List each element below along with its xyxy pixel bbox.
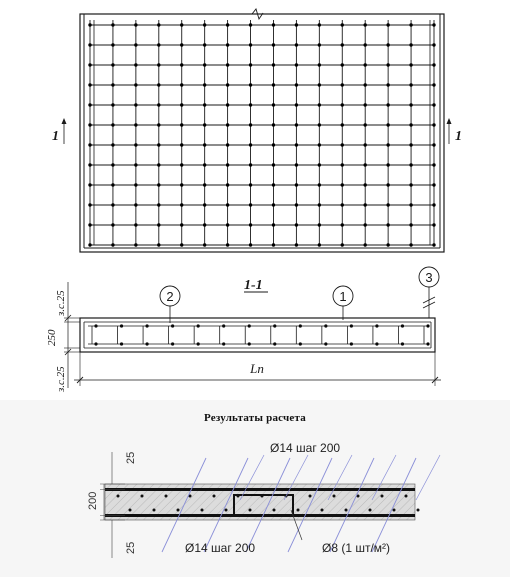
rebar-node	[134, 123, 137, 126]
rebar-node	[111, 43, 114, 46]
rebar-node	[88, 123, 91, 126]
rebar-node	[432, 143, 435, 146]
rebar-node	[364, 43, 367, 46]
rebar-node	[272, 83, 275, 86]
rebar-node	[88, 183, 91, 186]
rebar-node	[203, 203, 206, 206]
rebar-node	[249, 163, 252, 166]
rebar-dot-bottom	[153, 509, 156, 512]
rebar-node	[318, 143, 321, 146]
rebar-node	[111, 183, 114, 186]
support-label: Ø8 (1 шт/м²)	[322, 541, 391, 555]
rebar-node	[203, 83, 206, 86]
rebar-node	[226, 243, 229, 246]
rebar-node	[341, 43, 344, 46]
rebar-node	[272, 123, 275, 126]
section-rebars	[88, 324, 430, 345]
rebar-node	[386, 63, 389, 66]
rebar-node	[364, 63, 367, 66]
rebar-node	[88, 203, 91, 206]
rebar-node	[134, 63, 137, 66]
rebar-node	[318, 63, 321, 66]
rebar-node	[249, 83, 252, 86]
rebar-node	[111, 143, 114, 146]
rebar-node	[203, 223, 206, 226]
rebar-node	[203, 143, 206, 146]
section-1-1	[46, 267, 441, 393]
rebar-node	[386, 123, 389, 126]
rebar-node	[134, 103, 137, 106]
section-marker-left	[52, 118, 67, 144]
rebar-grid	[90, 20, 434, 245]
rebar-node	[409, 243, 412, 246]
rebar-node	[88, 83, 91, 86]
rebar-node	[226, 203, 229, 206]
slab-plan	[52, 9, 462, 252]
rebar-node	[249, 43, 252, 46]
rebar-node	[386, 83, 389, 86]
rebar-node	[226, 103, 229, 106]
rebar-node	[318, 43, 321, 46]
rebar-node	[180, 143, 183, 146]
rebar-node	[180, 43, 183, 46]
rebar-node	[341, 223, 344, 226]
bottom-rebar-line	[105, 514, 415, 517]
rebar-node	[409, 163, 412, 166]
section-slab-outline	[80, 318, 435, 352]
rebar-node	[318, 183, 321, 186]
rebar-node	[180, 123, 183, 126]
rebar-node	[341, 123, 344, 126]
section-marker-right-label: 1	[455, 129, 462, 144]
rebar-node	[409, 223, 412, 226]
rebar-node	[341, 83, 344, 86]
rebar-node	[364, 243, 367, 246]
rebar-node	[409, 203, 412, 206]
section-marker-right	[447, 118, 463, 144]
rebar-node	[409, 83, 412, 86]
rebar-node	[134, 43, 137, 46]
rebar-node	[111, 163, 114, 166]
rebar-node	[157, 103, 160, 106]
bottom-cover-label: з.с.25	[55, 366, 67, 392]
results-height-label: 200	[87, 491, 99, 510]
rebar-node	[272, 143, 275, 146]
rebar-node	[226, 143, 229, 146]
results-title: Результаты расчета	[204, 412, 306, 424]
rebar-node	[180, 183, 183, 186]
rebar-node	[88, 163, 91, 166]
rebar-node	[180, 23, 183, 26]
rebar-node	[226, 43, 229, 46]
rebar-node	[272, 243, 275, 246]
rebar-node	[203, 243, 206, 246]
rebar-node	[249, 223, 252, 226]
rebar-node	[203, 63, 206, 66]
rebar-node	[386, 43, 389, 46]
rebar-node	[180, 243, 183, 246]
rebar-node	[386, 163, 389, 166]
rebar-node	[88, 23, 91, 26]
rebar-node	[295, 123, 298, 126]
rebar-node	[432, 43, 435, 46]
rebar-node	[318, 223, 321, 226]
rebar-dot-top	[381, 495, 384, 498]
rebar-node	[111, 123, 114, 126]
rebar-node	[341, 163, 344, 166]
rebar-node	[409, 63, 412, 66]
rebar-node	[157, 243, 160, 246]
rebar-node	[249, 103, 252, 106]
results-top-cover-label: 25	[125, 451, 137, 464]
rebar-node	[134, 23, 137, 26]
rebar-node	[272, 183, 275, 186]
thickness-label: 250	[46, 329, 58, 346]
rebar-dot-bottom	[417, 509, 420, 512]
rebar-node	[432, 203, 435, 206]
rebar-node	[226, 163, 229, 166]
rebar-node	[111, 63, 114, 66]
rebar-node	[157, 63, 160, 66]
rebar-node	[341, 243, 344, 246]
rebar-node	[295, 83, 298, 86]
rebar-node	[432, 163, 435, 166]
rebar-node	[226, 223, 229, 226]
rebar-node	[134, 83, 137, 86]
rebar-dot-top	[405, 495, 408, 498]
rebar-node	[134, 163, 137, 166]
rebar-node	[295, 143, 298, 146]
rebar-node	[272, 23, 275, 26]
rebar-node	[203, 183, 206, 186]
rebar-node	[295, 23, 298, 26]
rebar-node	[409, 23, 412, 26]
rebar-node	[432, 23, 435, 26]
rebar-node	[432, 123, 435, 126]
rebar-node	[226, 123, 229, 126]
rebar-node	[226, 183, 229, 186]
rebar-node	[409, 43, 412, 46]
results-bottom-cover-label: 25	[125, 541, 137, 554]
rebar-node	[318, 243, 321, 246]
rebar-node	[409, 143, 412, 146]
rebar-node	[364, 163, 367, 166]
rebar-node	[341, 203, 344, 206]
rebar-dot-bottom	[225, 509, 228, 512]
rebar-node	[272, 163, 275, 166]
rebar-node	[432, 243, 435, 246]
rebar-node	[157, 123, 160, 126]
rebar-dot-bottom	[201, 509, 204, 512]
rebar-node	[364, 223, 367, 226]
rebar-node	[409, 103, 412, 106]
rebar-node	[249, 183, 252, 186]
rebar-dot-top	[333, 495, 336, 498]
rebar-node	[88, 63, 91, 66]
rebar-node	[295, 223, 298, 226]
rebar-node	[386, 203, 389, 206]
rebar-dot-bottom	[393, 509, 396, 512]
rebar-node	[432, 223, 435, 226]
rebar-node	[88, 103, 91, 106]
rebar-dot-bottom	[177, 509, 180, 512]
rebar-node	[295, 183, 298, 186]
rebar-node	[226, 63, 229, 66]
svg-text:2: 2	[166, 289, 174, 304]
rebar-node	[249, 23, 252, 26]
span-dimension	[74, 352, 441, 386]
rebar-node	[157, 143, 160, 146]
rebar-node	[134, 223, 137, 226]
rebar-node	[88, 143, 91, 146]
section-thickness-dimension	[46, 282, 80, 393]
rebar-node	[295, 103, 298, 106]
rebar-node	[318, 83, 321, 86]
rebar-node	[386, 23, 389, 26]
rebar-node	[157, 163, 160, 166]
rebar-node	[180, 103, 183, 106]
rebar-dot-bottom	[345, 509, 348, 512]
rebar-node	[111, 83, 114, 86]
rebar-node	[272, 63, 275, 66]
rebar-node	[111, 23, 114, 26]
rebar-node	[432, 83, 435, 86]
slab-plan-outline	[80, 14, 444, 252]
rebar-node	[134, 183, 137, 186]
rebar-node	[318, 123, 321, 126]
rebar-node	[272, 203, 275, 206]
rebar-node	[157, 43, 160, 46]
rebar-node	[295, 243, 298, 246]
rebar-dot-top	[141, 495, 144, 498]
rebar-node	[341, 103, 344, 106]
rebar-dot-top	[309, 495, 312, 498]
rebar-dot-top	[117, 495, 120, 498]
rebar-node	[203, 43, 206, 46]
rebar-node	[364, 183, 367, 186]
rebar-node	[432, 63, 435, 66]
rebar-dot-bottom	[321, 509, 324, 512]
top-rebar-label: Ø14 шаг 200	[270, 441, 341, 455]
rebar-node	[203, 23, 206, 26]
rebar-node	[386, 243, 389, 246]
rebar-node	[272, 103, 275, 106]
rebar-node	[364, 203, 367, 206]
rebar-node	[409, 123, 412, 126]
top-cover-label: з.с.25	[55, 290, 67, 316]
rebar-node	[364, 23, 367, 26]
rebar-node	[111, 243, 114, 246]
top-rebar-line	[105, 488, 415, 491]
rebar-node	[295, 163, 298, 166]
rebar-intersections	[88, 23, 435, 246]
rebar-node	[295, 43, 298, 46]
section-title: 1-1	[244, 278, 263, 293]
rebar-node	[341, 183, 344, 186]
rebar-node	[272, 223, 275, 226]
rebar-node	[386, 223, 389, 226]
rebar-node	[203, 163, 206, 166]
rebar-node	[88, 243, 91, 246]
rebar-node	[386, 143, 389, 146]
callout-1	[333, 286, 353, 320]
rebar-node	[364, 103, 367, 106]
rebar-node	[249, 143, 252, 146]
rebar-node	[226, 23, 229, 26]
rebar-node	[180, 163, 183, 166]
hatch-line	[416, 455, 440, 500]
rebar-node	[180, 63, 183, 66]
rebar-node	[134, 243, 137, 246]
rebar-dot-top	[213, 495, 216, 498]
rebar-node	[364, 83, 367, 86]
rebar-node	[341, 143, 344, 146]
results-panel	[0, 400, 510, 577]
rebar-node	[203, 103, 206, 106]
rebar-node	[134, 143, 137, 146]
svg-text:1: 1	[339, 289, 347, 304]
rebar-node	[180, 203, 183, 206]
rebar-dot-bottom	[129, 509, 132, 512]
rebar-dot-bottom	[369, 509, 372, 512]
rebar-dot-top	[165, 495, 168, 498]
rebar-dot-bottom	[273, 509, 276, 512]
rebar-node	[134, 203, 137, 206]
rebar-node	[386, 183, 389, 186]
rebar-dot-bottom	[297, 509, 300, 512]
rebar-node	[318, 203, 321, 206]
rebar-node	[341, 63, 344, 66]
results-section-drawing	[0, 400, 510, 577]
rebar-node	[88, 43, 91, 46]
rebar-node	[111, 203, 114, 206]
rebar-node	[226, 83, 229, 86]
rebar-node	[409, 183, 412, 186]
rebar-node	[386, 103, 389, 106]
rebar-node	[88, 223, 91, 226]
rebar-node	[318, 23, 321, 26]
rebar-node	[157, 203, 160, 206]
rebar-node	[318, 163, 321, 166]
rebar-dot-bottom	[249, 509, 252, 512]
rebar-node	[295, 203, 298, 206]
rebar-node	[249, 203, 252, 206]
rebar-node	[111, 223, 114, 226]
rebar-node	[203, 123, 206, 126]
section-marker-left-label: 1	[52, 129, 59, 144]
rebar-node	[249, 63, 252, 66]
rebar-node	[111, 103, 114, 106]
rebar-node	[249, 243, 252, 246]
callout-3	[419, 267, 439, 318]
rebar-node	[157, 23, 160, 26]
rebar-node	[180, 83, 183, 86]
rebar-node	[341, 23, 344, 26]
rebar-node	[364, 123, 367, 126]
svg-text:3: 3	[425, 270, 433, 285]
rebar-node	[157, 83, 160, 86]
rebar-node	[364, 143, 367, 146]
rebar-node	[295, 63, 298, 66]
rebar-node	[249, 123, 252, 126]
rebar-node	[432, 103, 435, 106]
span-label: Ln	[250, 361, 264, 376]
rebar-node	[272, 43, 275, 46]
rebar-node	[180, 223, 183, 226]
rebar-node	[432, 183, 435, 186]
rebar-node	[157, 223, 160, 226]
bottom-rebar-label: Ø14 шаг 200	[185, 541, 256, 555]
rebar-node	[157, 183, 160, 186]
rebar-node	[318, 103, 321, 106]
